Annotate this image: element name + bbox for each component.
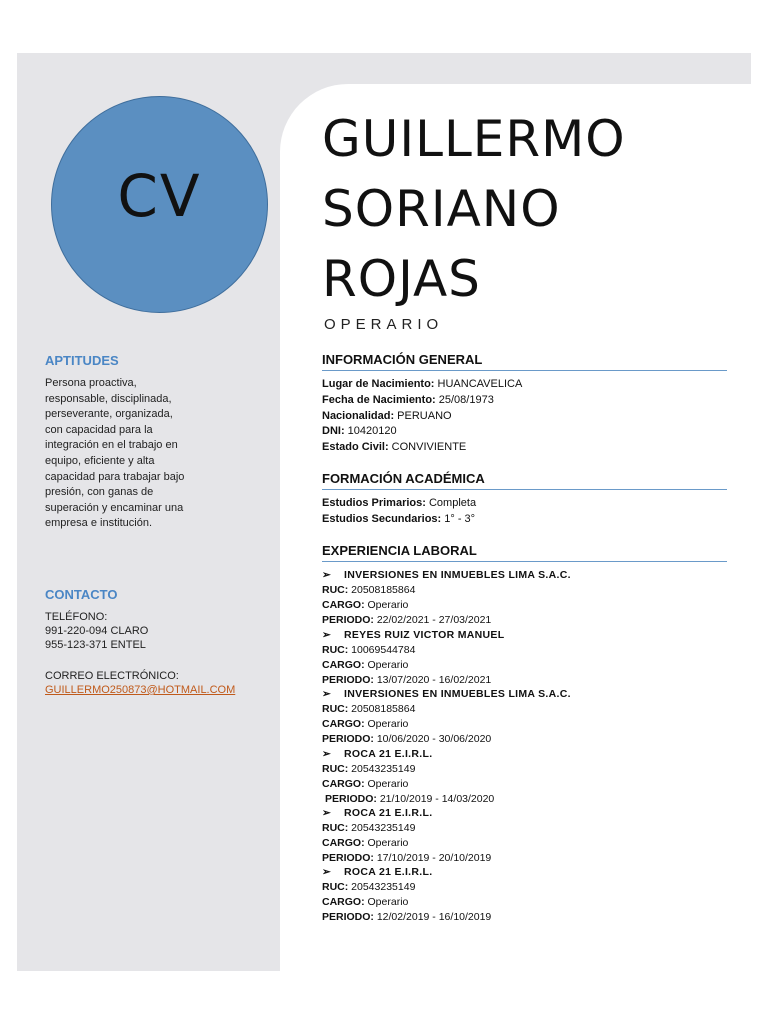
cv-badge-text: CV — [117, 161, 202, 230]
job-entry — [322, 568, 732, 628]
job-entry — [322, 806, 732, 866]
job-cargo — [322, 836, 732, 851]
field-row — [322, 440, 522, 456]
cargo-value: Operario — [364, 778, 409, 790]
name-line: SORIANO — [322, 180, 561, 238]
ruc-value: 10069544784 — [348, 644, 416, 656]
arrow-bullet-icon: ➢ — [322, 688, 332, 700]
company-name: ROCA 21 E.I.R.L. — [344, 866, 433, 878]
contact-heading: CONTACTO — [45, 587, 118, 602]
cargo-value: Operario — [364, 837, 409, 849]
periodo-value: 10/06/2020 - 30/06/2020 — [373, 733, 492, 745]
field-value: CONVIVIENTE — [388, 441, 467, 454]
job-periodo — [322, 673, 732, 688]
field-label: Estudios Secundarios: — [322, 512, 442, 525]
ruc-value: 20543235149 — [348, 881, 416, 893]
education-fields — [322, 496, 476, 528]
cargo-label: CARGO: — [322, 718, 365, 730]
periodo-value: 12/02/2019 - 16/10/2019 — [373, 911, 492, 923]
aptitudes-line: empresa e institución. — [45, 517, 152, 530]
periodo-label: PERIODO: — [322, 674, 374, 686]
general-info-title: INFORMACIÓN GENERAL — [322, 352, 727, 371]
ruc-label: RUC: — [322, 881, 349, 893]
periodo-label: PERIODO: — [325, 793, 377, 805]
job-cargo — [322, 777, 732, 792]
phone-label: TELÉFONO: — [45, 611, 108, 623]
job-entry — [322, 747, 732, 807]
phone-claro: 991-220-094 CLARO — [45, 625, 149, 637]
name-line: GUILLERMO — [322, 110, 626, 168]
job-ruc — [322, 702, 732, 717]
periodo-label: PERIODO: — [322, 852, 374, 864]
company-name: INVERSIONES EN INMUEBLES LIMA S.A.C. — [344, 688, 571, 700]
field-label: Fecha de Nacimiento: — [322, 393, 436, 406]
ruc-value: 20508185864 — [348, 703, 416, 715]
job-entry — [322, 687, 732, 747]
field-row — [322, 512, 476, 528]
ruc-value: 20508185864 — [348, 584, 416, 596]
periodo-label: PERIODO: — [322, 911, 374, 923]
job-entry — [322, 628, 732, 688]
job-company — [322, 628, 732, 643]
aptitudes-line: responsable, disciplinada, — [45, 392, 172, 405]
field-value: Completa — [425, 497, 477, 509]
job-company — [322, 687, 732, 702]
arrow-bullet-icon: ➢ — [322, 629, 332, 641]
ruc-label: RUC: — [322, 703, 349, 715]
arrow-bullet-icon: ➢ — [322, 748, 332, 760]
aptitudes-text — [45, 376, 240, 532]
periodo-value: 17/10/2019 - 20/10/2019 — [373, 852, 492, 864]
job-cargo — [322, 598, 732, 613]
arrow-bullet-icon: ➢ — [322, 807, 332, 819]
aptitudes-line: capacidad para trabajar bajo — [45, 470, 185, 483]
experience-title: EXPERIENCIA LABORAL — [322, 543, 727, 562]
periodo-value: 13/07/2020 - 16/02/2021 — [373, 674, 492, 686]
cargo-label: CARGO: — [322, 659, 365, 671]
phone-entel: 955-123-371 ENTEL — [45, 639, 146, 651]
field-label: Estado Civil: — [322, 441, 389, 454]
ruc-value: 20543235149 — [348, 763, 416, 775]
field-row — [322, 496, 476, 512]
job-cargo — [322, 895, 732, 910]
field-value: 10420120 — [344, 425, 397, 438]
job-role: OPERARIO — [324, 316, 444, 333]
company-name: INVERSIONES EN INMUEBLES LIMA S.A.C. — [344, 569, 571, 581]
ruc-label: RUC: — [322, 822, 349, 834]
job-company — [322, 806, 732, 821]
name-line: ROJAS — [322, 250, 481, 308]
arrow-bullet-icon: ➢ — [322, 866, 332, 878]
cargo-value: Operario — [364, 599, 409, 611]
full-name — [322, 104, 742, 314]
field-value: 25/08/1973 — [435, 393, 494, 406]
aptitudes-line: presión, con ganas de — [45, 486, 154, 499]
field-label: Nacionalidad: — [322, 409, 395, 422]
job-ruc — [322, 821, 732, 836]
aptitudes-line: superación y encaminar una — [45, 501, 184, 514]
education-title: FORMACIÓN ACADÉMICA — [322, 471, 727, 490]
aptitudes-line: perseverante, organizada, — [45, 408, 173, 421]
aptitudes-line: con capacidad para la — [45, 423, 153, 436]
field-row — [322, 377, 522, 393]
job-periodo — [322, 792, 732, 807]
cargo-label: CARGO: — [322, 837, 365, 849]
ruc-value: 20543235149 — [348, 822, 416, 834]
field-value: HUANCAVELICA — [434, 378, 523, 390]
periodo-label: PERIODO: — [322, 733, 374, 745]
field-row — [322, 393, 522, 409]
field-label: DNI: — [322, 425, 345, 438]
email-link[interactable]: GUILLERMO250873@HOTMAIL.COM — [45, 684, 236, 696]
email-label: CORREO ELECTRÓNICO: — [45, 670, 179, 682]
job-ruc — [322, 643, 732, 658]
cargo-value: Operario — [364, 659, 409, 671]
company-name: REYES RUIZ VICTOR MANUEL — [344, 629, 505, 641]
cargo-label: CARGO: — [322, 599, 365, 611]
aptitudes-line: integración en el trabajo en — [45, 439, 178, 452]
job-entry — [322, 865, 732, 925]
job-cargo — [322, 658, 732, 673]
job-ruc — [322, 583, 732, 598]
periodo-value: 22/02/2021 - 27/03/2021 — [373, 614, 492, 626]
field-value: PERUANO — [394, 409, 452, 422]
job-ruc — [322, 762, 732, 777]
field-label: Lugar de Nacimiento: — [322, 378, 435, 390]
job-company — [322, 865, 732, 880]
aptitudes-line: equipo, eficiente y alta — [45, 454, 155, 467]
job-periodo — [322, 732, 732, 747]
general-info-fields — [322, 377, 522, 456]
job-company — [322, 747, 732, 762]
company-name: ROCA 21 E.I.R.L. — [344, 748, 433, 760]
ruc-label: RUC: — [322, 763, 349, 775]
field-row — [322, 409, 522, 425]
cargo-value: Operario — [364, 718, 409, 730]
job-ruc — [322, 880, 732, 895]
job-periodo — [322, 851, 732, 866]
cargo-label: CARGO: — [322, 896, 365, 908]
field-label: Estudios Primarios: — [322, 497, 426, 509]
job-cargo — [322, 717, 732, 732]
field-value: 1° - 3° — [441, 512, 476, 525]
company-name: ROCA 21 E.I.R.L. — [344, 807, 433, 819]
ruc-label: RUC: — [322, 644, 349, 656]
contact-block — [45, 610, 235, 697]
arrow-bullet-icon: ➢ — [322, 569, 332, 581]
job-periodo — [322, 910, 732, 925]
job-periodo — [322, 613, 732, 628]
field-row — [322, 424, 522, 440]
cv-badge — [51, 96, 268, 313]
job-company — [322, 568, 732, 583]
cargo-value: Operario — [364, 896, 409, 908]
aptitudes-heading: APTITUDES — [45, 353, 119, 368]
cargo-label: CARGO: — [322, 778, 365, 790]
aptitudes-line: Persona proactiva, — [45, 377, 137, 389]
periodo-label: PERIODO: — [322, 614, 374, 626]
ruc-label: RUC: — [322, 584, 349, 596]
periodo-value: 21/10/2019 - 14/03/2020 — [376, 793, 495, 805]
